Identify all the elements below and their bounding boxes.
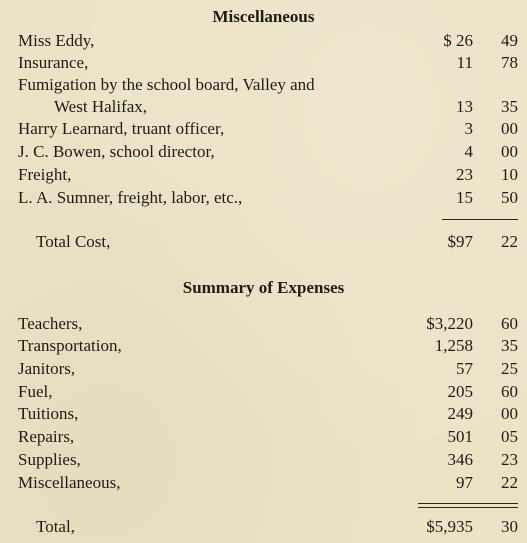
summary-row-label: Supplies, (18, 450, 81, 469)
misc-row (18, 164, 518, 186)
misc-total-cents: 22 (501, 232, 518, 251)
summary-row-cents: 60 (501, 382, 518, 401)
misc-row (18, 187, 518, 209)
misc-row-label: J. C. Bowen, school director, (18, 142, 215, 161)
summary-row-dollars: 1,258 (434, 336, 473, 355)
summary-row-label: Fuel, (18, 382, 53, 401)
summary-row-label: Miscellaneous, (18, 473, 121, 492)
misc-total-label: Total Cost, (36, 232, 111, 251)
misc-row-dollars: 4 (464, 142, 473, 161)
summary-row-cents: 35 (501, 336, 518, 355)
misc-row-cents: 00 (501, 119, 518, 138)
summary-total-dollars: $5,935 (426, 517, 473, 536)
misc-row-dollars: 11 (456, 53, 473, 72)
summary-total-label: Total, (36, 517, 75, 536)
misc-row-dollars: 13 (456, 97, 473, 116)
misc-row-dollars: $ 26 (443, 31, 473, 50)
misc-row-label: L. A. Sumner, freight, labor, etc., (18, 188, 243, 207)
misc-row-label: Insurance, (18, 53, 89, 72)
misc-row-dollars: 3 (464, 119, 473, 138)
summary-total-rule (418, 503, 518, 508)
misc-row-cents: 78 (501, 53, 518, 72)
summary-row-cents: 00 (501, 404, 518, 423)
misc-total-dollars: $97 (447, 232, 473, 251)
misc-row (18, 141, 518, 163)
summary-row-dollars: 205 (447, 382, 473, 401)
summary-row-dollars: 97 (456, 473, 473, 492)
summary-row-dollars: 346 (447, 450, 473, 469)
misc-row (18, 118, 518, 140)
summary-total-row (18, 516, 518, 538)
misc-row (18, 52, 518, 74)
misc-row (18, 96, 518, 118)
summary-total-cents: 30 (501, 517, 518, 536)
misc-row-cents: 49 (501, 31, 518, 50)
summary-row (18, 335, 518, 357)
summary-row (18, 358, 518, 380)
misc-row-label: Miss Eddy, (18, 31, 95, 50)
misc-heading: Miscellaneous (212, 7, 315, 26)
summary-row-label: Repairs, (18, 427, 75, 446)
misc-row-label: Harry Learnard, truant officer, (18, 119, 225, 138)
summary-row-dollars: 501 (447, 427, 473, 446)
summary-row-dollars: $3,220 (426, 314, 473, 333)
misc-row (18, 74, 518, 96)
summary-row-cents: 60 (501, 314, 518, 333)
misc-row-cents: 50 (501, 188, 518, 207)
misc-row-dollars: 15 (456, 188, 473, 207)
misc-total-rule (442, 219, 518, 220)
summary-heading: Summary of Expenses (182, 278, 345, 297)
misc-row-dollars: 23 (456, 165, 473, 184)
summary-row-dollars: 249 (447, 404, 473, 423)
misc-row (18, 30, 518, 52)
summary-row (18, 426, 518, 448)
misc-row-cents: 10 (501, 165, 518, 184)
summary-row-cents: 25 (501, 359, 518, 378)
summary-row-label: Teachers, (18, 314, 83, 333)
summary-row-label: Tuitions, (18, 404, 79, 423)
summary-row (18, 313, 518, 335)
summary-row-label: Transportation, (18, 336, 122, 355)
misc-row-cents: 00 (501, 142, 518, 161)
summary-row (18, 449, 518, 471)
misc-row-label: Fumigation by the school board, Valley and (18, 75, 315, 94)
summary-row (18, 403, 518, 425)
summary-row-label: Janitors, (18, 359, 76, 378)
summary-row (18, 381, 518, 403)
summary-row (18, 472, 518, 494)
misc-row-cents: 35 (501, 97, 518, 116)
summary-row-cents: 22 (501, 473, 518, 492)
misc-row-label: Freight, (18, 165, 72, 184)
summary-row-dollars: 57 (456, 359, 473, 378)
summary-row-cents: 23 (501, 450, 518, 469)
misc-total-row (18, 231, 518, 253)
misc-row-label: West Halifax, (54, 97, 148, 116)
summary-row-cents: 05 (501, 427, 518, 446)
